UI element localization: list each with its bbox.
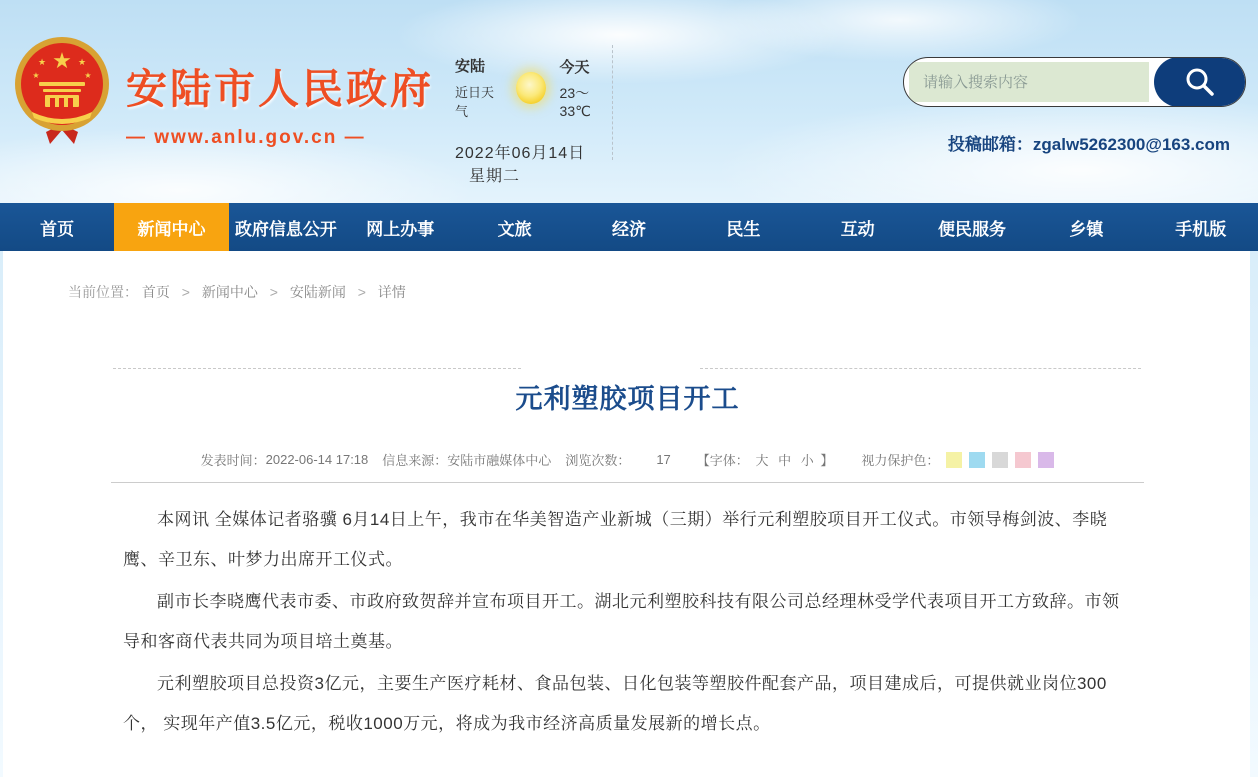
views-label: 浏览次数： (565, 453, 631, 468)
email-label: 投稿邮箱： (947, 135, 1033, 154)
eye-color-yellow[interactable] (946, 452, 962, 468)
meta-divider (111, 482, 1144, 483)
article-top-dash-right (700, 368, 1141, 369)
font-size-suffix: 】 (820, 453, 834, 468)
font-size-control (697, 450, 834, 469)
site-url: — www.anlu.gov.cn — (126, 127, 366, 148)
breadcrumb-detail[interactable]: 详情 (377, 284, 406, 300)
breadcrumb (3, 251, 1250, 302)
nav-item-culture-tourism[interactable]: 文旅 (497, 219, 532, 239)
nav-item-gov-info[interactable]: 政府信息公开 (234, 219, 337, 239)
nav-item-economy[interactable]: 经济 (611, 219, 646, 239)
svg-text:★: ★ (84, 71, 92, 80)
national-emblem-icon (12, 34, 112, 146)
article-paragraph: 元利塑胶项目总投资3亿元，主要生产医疗耗材、食品包装、日化包装等塑胶件配套产品，项目建成后，可提供就业岗位300个， 实现年产值3.5亿元，税收1000万元，将成为我市经济高质量发展新的增长点。 (123, 674, 1107, 733)
nav-item-interaction[interactable]: 互动 (840, 219, 875, 239)
site-name: 安陆市人民政府 (126, 66, 434, 112)
weather-temperature: 23～33℃ (559, 84, 591, 119)
site-header (0, 0, 1258, 203)
main-navigation (0, 203, 1258, 251)
font-size-prefix: 【字体： (696, 453, 749, 468)
article-title: 元利塑胶项目开工 (515, 384, 740, 414)
views-count: 17 (656, 452, 671, 467)
sun-icon (516, 72, 545, 104)
breadcrumb-label: 当前位置： (68, 284, 138, 300)
search-bar (903, 57, 1246, 107)
contact-email-row (903, 130, 1248, 155)
weather-recent-label: 近日天气 (455, 85, 495, 119)
article (111, 368, 1144, 744)
eye-protect-label: 视力保护色： (861, 453, 940, 468)
breadcrumb-news-center[interactable]: 新闻中心 (201, 284, 258, 300)
breadcrumb-separator: > (269, 284, 278, 300)
source-value: 安陆市融媒体中心 (447, 453, 552, 468)
article-body (111, 500, 1144, 744)
eye-color-gray[interactable] (992, 452, 1008, 468)
publish-time-label: 发表时间： (200, 453, 266, 468)
svg-text:★: ★ (37, 57, 47, 67)
weather-date (455, 140, 615, 186)
article-top-dash-left (113, 368, 521, 369)
nav-item-convenience[interactable]: 便民服务 (938, 219, 1007, 239)
svg-text:★: ★ (77, 57, 87, 67)
nav-item-news-center[interactable]: 新闻中心 (114, 203, 228, 251)
nav-item-livelihood[interactable]: 民生 (726, 219, 761, 239)
eye-color-pink[interactable] (1015, 452, 1031, 468)
weather-city: 安陆 (455, 58, 486, 75)
source-label: 信息来源： (382, 453, 448, 468)
date-value: 2022年06月14日 (455, 145, 586, 162)
font-size-large[interactable]: 大 (755, 453, 769, 468)
weather-today-label: 今天 (559, 58, 590, 76)
nav-item-home[interactable]: 首页 (40, 219, 75, 239)
article-meta (111, 450, 1144, 469)
eye-color-purple[interactable] (1038, 452, 1054, 468)
content-area (3, 251, 1250, 777)
svg-text:★: ★ (52, 48, 72, 73)
svg-text:★: ★ (32, 71, 40, 80)
breadcrumb-separator: > (357, 284, 366, 300)
publish-time-value: 2022-06-14 17:18 (265, 452, 369, 467)
nav-item-townships[interactable]: 乡镇 (1069, 219, 1104, 239)
font-size-small[interactable]: 小 (800, 453, 814, 468)
font-size-medium[interactable]: 中 (778, 453, 792, 468)
site-logo[interactable] (12, 34, 434, 149)
nav-item-online-services[interactable]: 网上办事 (366, 219, 435, 239)
article-paragraph: 本网讯 全媒体记者骆骥 6月14日上午，我市在华美智造产业新城（三期）举行元利塑胶项目开工仪式。市领导梅剑波、李晓鹰、辛卫东、叶梦力出席开工仪式。 (123, 510, 1108, 569)
breadcrumb-home[interactable]: 首页 (141, 284, 170, 300)
weather-widget (455, 55, 615, 186)
breadcrumb-separator: > (181, 284, 190, 300)
search-button[interactable] (1154, 57, 1246, 107)
search-input[interactable] (909, 62, 1149, 102)
weekday-value: 星期二 (469, 168, 521, 185)
eye-color-blue[interactable] (969, 452, 985, 468)
article-paragraph: 副市长李晓鹰代表市委、市政府致贺辞并宣布项目开工。湖北元利塑胶科技有限公司总经理林受学代表项目开工方致辞。市领导和客商代表共同为项目培土奠基。 (123, 592, 1120, 651)
search-icon (1183, 65, 1217, 99)
header-divider (612, 45, 613, 160)
email-address[interactable]: zgalw5262300@163.com (1032, 135, 1230, 154)
nav-item-mobile-version[interactable]: 手机版 (1175, 219, 1227, 239)
breadcrumb-anlu-news[interactable]: 安陆新闻 (289, 284, 346, 300)
